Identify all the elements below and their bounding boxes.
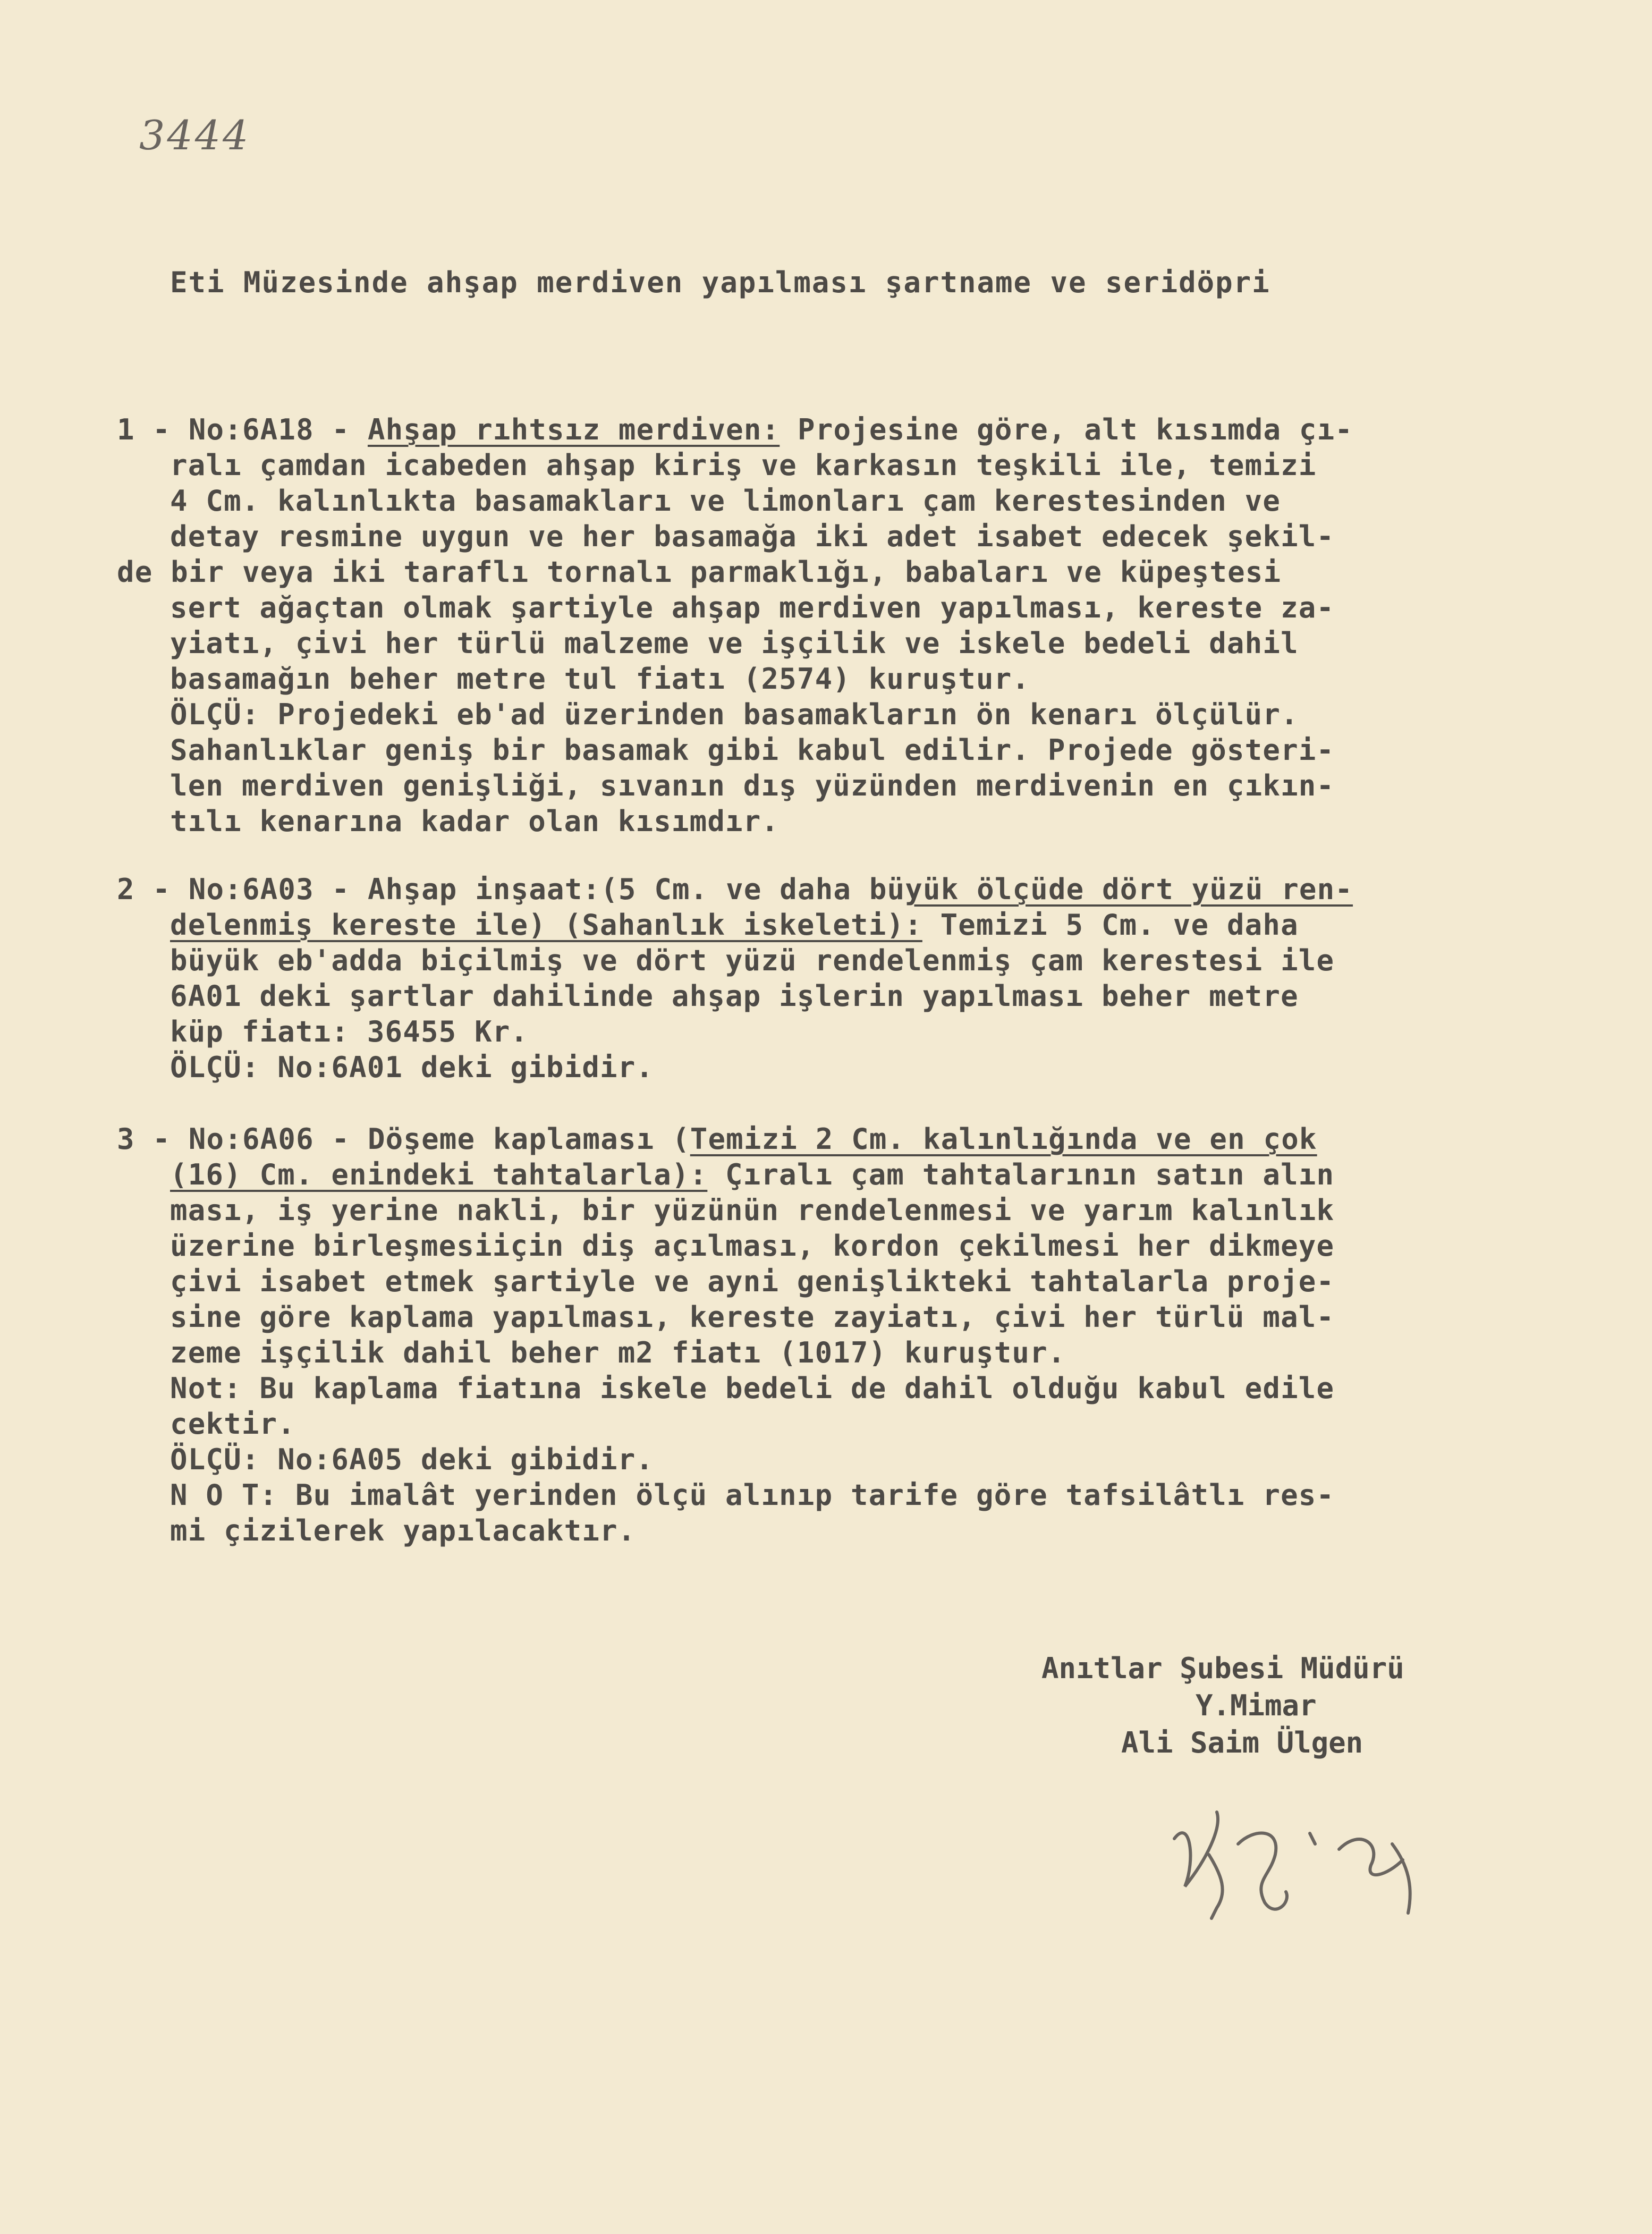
item-heading: delenmiş kereste ile) (Sahanlık iskeleti): <box>170 908 922 942</box>
note-line: cektir. <box>170 1407 295 1441</box>
item-code: No:6A18 - <box>188 413 368 446</box>
item-line: 6A01 deki şartlar dahilinde ahşap işlerin yapılması beher metre <box>170 979 1299 1013</box>
item-line: basamağın beher metre tul fiatı (2574) kuruştur. <box>170 662 1030 696</box>
item-heading: Ahşap rıhtsız merdiven: <box>367 413 780 446</box>
item-line: büyük eb'adda biçilmiş ve dört yüzü rendelenmiş çam kerestesi ile <box>170 944 1335 977</box>
item-text: Döşeme kaplaması ( <box>367 1122 690 1156</box>
item-number: 2 - <box>117 873 189 906</box>
item-code: No:6A03 - <box>188 873 368 906</box>
handwritten-archive-number: 3444 <box>139 112 251 159</box>
item-line <box>117 871 1647 907</box>
item-line: de bir veya iki taraflı tornalı parmaklığı, babaları ve küpeştesi <box>117 555 1282 589</box>
item-line: tılı kenarına kadar olan kısımdır. <box>170 805 780 838</box>
item-number: 1 - <box>117 413 189 446</box>
item-line: yiatı, çivi her türlü malzeme ve işçilik ve iskele bedeli dahil <box>170 627 1299 660</box>
item-text: Projesine göre, alt kısımda çı- <box>780 413 1353 446</box>
item-line: zeme işçilik dahil beher m2 fiatı (1017) kuruştur. <box>170 1336 1066 1369</box>
measurement-note: ÖLÇÜ: No:6A01 deki gibidir. <box>170 1051 654 1084</box>
spec-item-2 <box>117 871 1647 1085</box>
measurement-note: ÖLÇÜ: Projedeki eb'ad üzerinden basamakların ön kenarı ölçülür. <box>170 698 1299 731</box>
item-heading: (16) Cm. enindeki tahtalarla): <box>170 1158 708 1191</box>
spec-item-3 <box>117 1121 1647 1548</box>
note-line: mi çizilerek yapılacaktır. <box>170 1514 636 1547</box>
measurement-note: ÖLÇÜ: No:6A05 deki gibidir. <box>170 1443 654 1476</box>
item-line: üzerine birleşmesiiçin diş açılması, kordon çekilmesi her dikmeye <box>170 1229 1335 1263</box>
note-line: N O T: Bu imalât yerinden ölçü alınıp tarife göre tafsilâtlı res- <box>170 1478 1335 1512</box>
item-line: sine göre kaplama yapılması, kereste zayiatı, çivi her türlü mal- <box>170 1300 1335 1334</box>
item-line: len merdiven genişliği, sıvanın dış yüzünden merdivenin en çıkın- <box>170 769 1335 802</box>
item-line <box>170 1157 1647 1192</box>
item-line: küp fiatı: 36455 Kr. <box>170 1015 529 1048</box>
signatory-office: Anıtlar Şubesi Müdürü <box>1041 1652 1404 1685</box>
spec-item-1 <box>117 412 1647 839</box>
handwritten-signature <box>1158 1796 1456 1934</box>
item-line: 4 Cm. kalınlıkta basamakları ve limonları çam kerestesinden ve <box>170 484 1281 518</box>
item-line: Sahanlıklar geniş bir basamak gibi kabul edilir. Projede gösteri- <box>170 733 1335 767</box>
item-text: Ahşap inşaat:(5 Cm. ve daha bü <box>367 873 905 906</box>
item-text: Temizi 5 Cm. ve daha <box>922 908 1299 942</box>
item-line: çivi isabet etmek şartiyle ve ayni genişlikteki tahtalarla proje- <box>170 1265 1335 1298</box>
item-line <box>117 1121 1647 1157</box>
item-line: sert ağaçtan olmak şartiyle ahşap merdiven yapılması, kereste za- <box>170 591 1335 624</box>
item-heading: yük ölçüde dört yüzü ren- <box>905 873 1353 906</box>
item-code: No:6A06 - <box>188 1122 368 1156</box>
item-line: ması, iş yerine nakli, bir yüzünün rendelenmesi ve yarım kalınlık <box>170 1194 1335 1227</box>
signature-block <box>1041 1650 1404 1762</box>
item-line: detay resmine uygun ve her basamağa iki adet isabet edecek şekil- <box>170 520 1335 553</box>
signatory-title: Y.Mimar <box>1196 1689 1317 1722</box>
item-number: 3 - <box>117 1122 189 1156</box>
item-line <box>117 412 1647 447</box>
item-text: Çıralı çam tahtalarının satın alın <box>707 1158 1335 1191</box>
item-line <box>170 907 1647 943</box>
item-heading: Temizi 2 Cm. kalınlığında ve en çok <box>690 1122 1317 1156</box>
item-line: ralı çamdan icabeden ahşap kiriş ve karkasın teşkili ile, temizi <box>170 449 1317 482</box>
signatory-name: Ali Saim Ülgen <box>1121 1726 1363 1759</box>
document-title: Eti Müzesinde ahşap merdiven yapılması şartname ve seridöpri <box>170 266 1270 299</box>
note-line: Not: Bu kaplama fiatına iskele bedeli de dahil olduğu kabul edile <box>170 1372 1335 1405</box>
